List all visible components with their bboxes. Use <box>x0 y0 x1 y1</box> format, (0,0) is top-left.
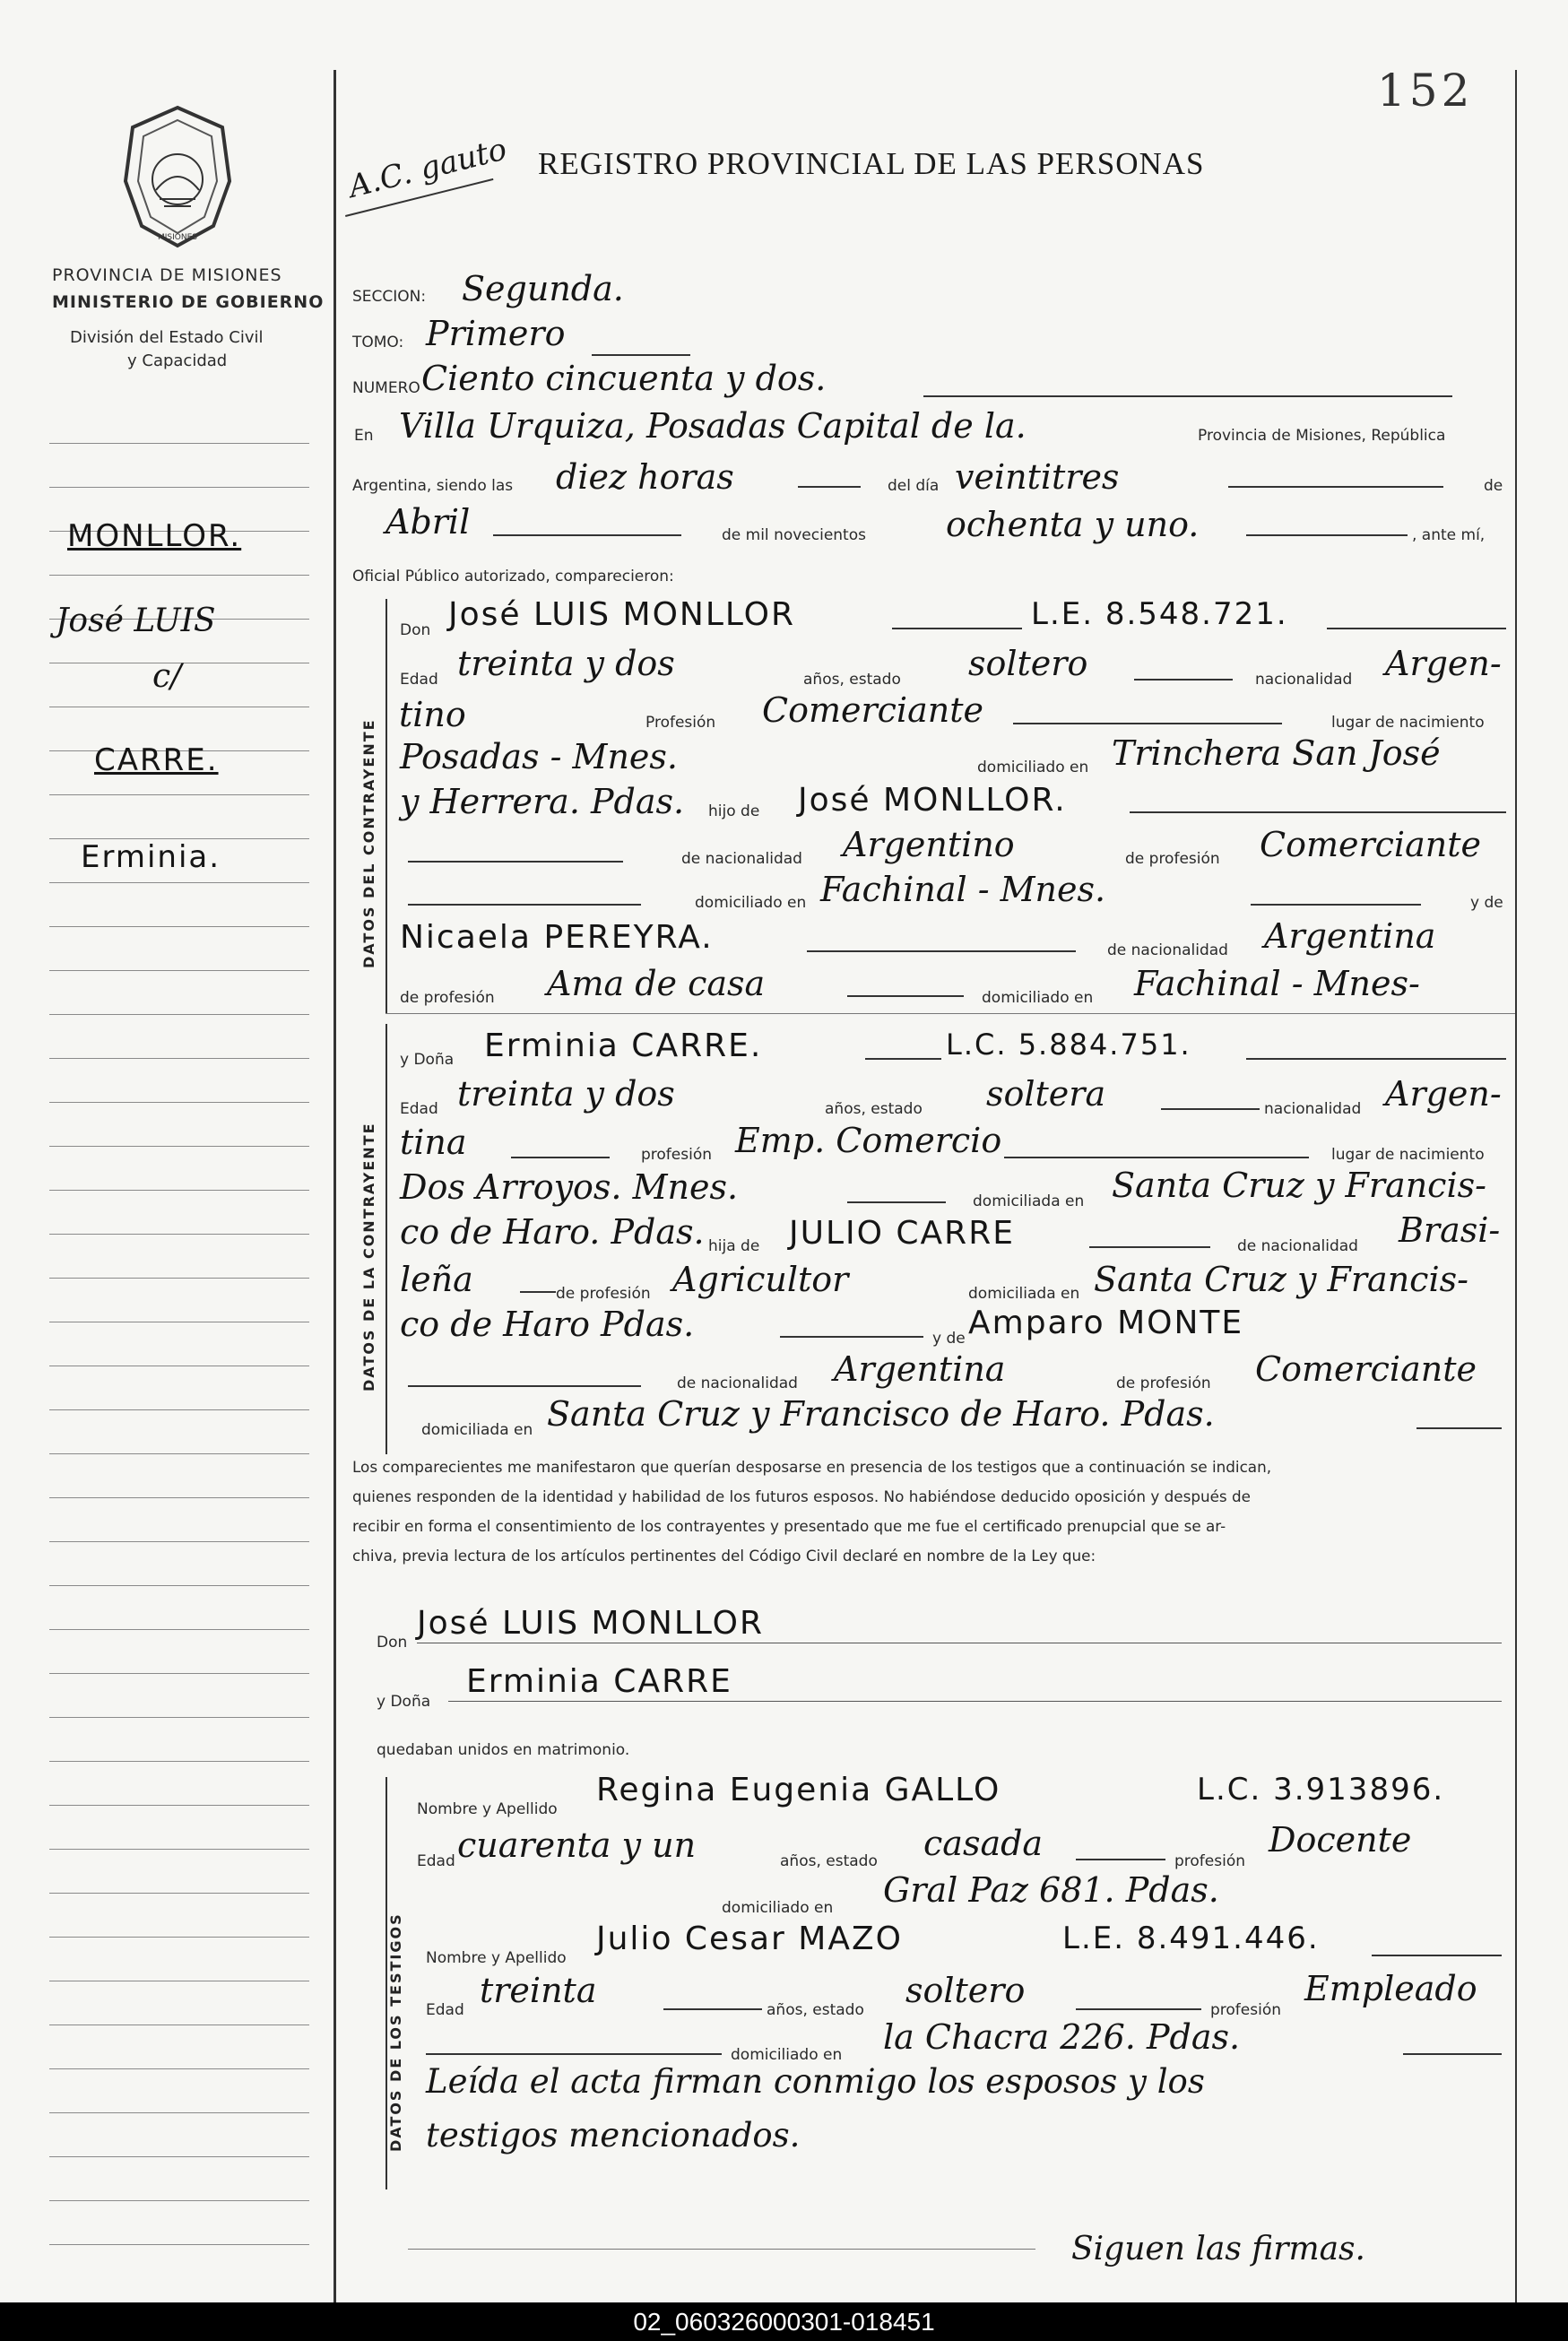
novio-profesion: Comerciante <box>762 690 983 730</box>
padre-novio-profesion: Comerciante <box>1260 825 1481 864</box>
field-line <box>1089 1246 1210 1248</box>
novia-domicilio-1: Santa Cruz y Francis- <box>1112 1166 1486 1205</box>
madre-novio-nacionalidad: Argentina <box>1264 916 1436 956</box>
oficial-label: Oficial Público autorizado, comparecieron: <box>352 568 674 585</box>
field-line <box>1161 1108 1260 1110</box>
de-nacionalidad-label-4: de nacionalidad <box>677 1374 798 1392</box>
padre-novia-profesion: Agricultor <box>672 1260 849 1299</box>
testigo2-documento: L.E. 8.491.446. <box>1062 1920 1320 1956</box>
domiciliada-label: domiciliada en <box>973 1192 1085 1210</box>
madre-novia: Amparo MONTE <box>968 1305 1244 1341</box>
padre-novio: José MONLLOR. <box>798 782 1067 819</box>
novia-nombre: Erminia CARRE. <box>484 1027 763 1064</box>
domiciliado-label-3: domiciliado en <box>982 989 1094 1007</box>
margin-rule <box>49 1278 309 1279</box>
field-line <box>426 2053 722 2055</box>
margin-conjunction: c/ <box>152 658 182 695</box>
field-line <box>865 1058 941 1060</box>
nacionalidad-label-2: nacionalidad <box>1264 1100 1362 1118</box>
label-datos-testigos: DATOS DE LOS TESTIGOS <box>387 1912 404 2152</box>
novio-domicilio-1: Trinchera San José <box>1112 733 1441 773</box>
lugar-value: Villa Urquiza, Posadas Capital de la. <box>399 406 1027 446</box>
dia-value: veintitres <box>955 457 1120 497</box>
stamp: A.C. gauto <box>345 131 511 205</box>
field-line <box>408 904 641 906</box>
anos-estado-label: años, estado <box>803 671 901 689</box>
testigo2-profesion: Empleado <box>1304 1969 1477 2008</box>
nombre-apellido-label: Nombre y Apellido <box>417 1800 558 1818</box>
provincial-seal <box>115 100 240 253</box>
novia-nacionalidad-1: Argen- <box>1385 1074 1502 1114</box>
field-line <box>1076 1859 1165 1860</box>
margin-rule <box>49 487 309 488</box>
testigo1-estado: casada <box>923 1824 1044 1863</box>
block-border <box>386 599 387 1013</box>
province-name: PROVINCIA DE MISIONES <box>52 265 282 285</box>
block-border <box>386 1024 387 1454</box>
novia-estado: soltera <box>986 1074 1106 1114</box>
field-line <box>408 861 623 863</box>
novia-domicilio-2: co de Haro. Pdas. <box>400 1212 705 1252</box>
padre-novia: JULIO CARRE <box>789 1215 1015 1252</box>
field-line <box>511 1157 610 1158</box>
novia-profesion: Emp. Comercio <box>735 1121 1002 1160</box>
edad-label-w1: Edad <box>417 1852 455 1870</box>
de-nacionalidad-label-2: de nacionalidad <box>1107 941 1228 959</box>
siguen-las-firmas: Siguen las firmas. <box>1071 2231 1365 2267</box>
margin-rule <box>49 1585 309 1586</box>
novio-nacionalidad-2: tino <box>399 695 466 734</box>
block-border <box>386 1013 1515 1014</box>
closing-line-2: testigos mencionados. <box>426 2116 801 2155</box>
don-label: Don <box>400 621 431 639</box>
main-left-border <box>334 70 336 2302</box>
seccion-label: SECCION: <box>352 288 427 306</box>
madre-novio-domicilio: Fachinal - Mnes- <box>1134 964 1420 1003</box>
field-line <box>1130 811 1506 813</box>
margin-rule <box>49 1058 309 1059</box>
header-title: REGISTRO PROVINCIAL DE LAS PERSONAS <box>538 146 1205 181</box>
numero-value: Ciento cincuenta y dos. <box>421 359 827 398</box>
de-nacionalidad-label-3: de nacionalidad <box>1237 1237 1358 1255</box>
margin-rule <box>49 1849 309 1850</box>
lugar-nac-label: lugar de nacimiento <box>1331 714 1485 732</box>
nacionalidad-label: nacionalidad <box>1255 671 1353 689</box>
label-datos-contrayente: DATOS DEL CONTRAYENTE <box>360 718 377 968</box>
margin-rule <box>49 1014 309 1015</box>
field-line <box>1246 1058 1506 1060</box>
lugar-nac-label-2: lugar de nacimiento <box>1331 1146 1485 1164</box>
field-line <box>798 486 861 488</box>
field-line <box>1416 1427 1502 1429</box>
margin-rule <box>49 1937 309 1938</box>
margin-rule <box>49 970 309 971</box>
testigo1-domicilio: Gral Paz 681. Pdas. <box>883 1870 1219 1910</box>
padre-novia-nacionalidad-1: Brasi- <box>1399 1210 1501 1250</box>
novia-nacionalidad-2: tina <box>400 1123 467 1162</box>
anos-estado-label-w2: años, estado <box>767 2001 864 2019</box>
field-line <box>892 628 1022 629</box>
margin-rule <box>49 2200 309 2201</box>
domiciliada-label-2: domiciliada en <box>968 1285 1080 1303</box>
page-number: 152 <box>1377 65 1474 117</box>
y-de-label-2: y de <box>932 1330 966 1348</box>
domiciliada-label-3: domiciliada en <box>421 1421 533 1439</box>
novia-lugar-nac: Dos Arroyos. Mnes. <box>400 1167 739 1207</box>
tomo-value: Primero <box>426 314 566 353</box>
domiciliado-label-w1: domiciliado en <box>722 1899 834 1917</box>
field-line <box>448 1701 1502 1702</box>
de-profesion-label-4: de profesión <box>1116 1374 1211 1392</box>
de-profesion-label-2: de profesión <box>400 989 495 1007</box>
de-nacionalidad-label: de nacionalidad <box>681 850 802 868</box>
margin-rule <box>49 1234 309 1235</box>
margin-rule <box>49 443 309 444</box>
madre-novia-nacionalidad: Argentina <box>834 1349 1006 1389</box>
paragraph-line-1: Los comparecientes me manifestaron que querían desposarse en presencia de los testigos que a continuación se indican, <box>352 1458 1272 1476</box>
anos-estado-label-w1: años, estado <box>780 1852 878 1870</box>
testigo1-profesion: Docente <box>1269 1820 1412 1860</box>
field-line <box>1246 534 1408 536</box>
hora-value: diez horas <box>556 457 734 497</box>
madre-novio: Nicaela PEREYRA. <box>400 919 714 956</box>
field-line <box>1013 723 1282 724</box>
margin-rule <box>49 1717 309 1718</box>
madre-novia-profesion: Comerciante <box>1255 1349 1477 1389</box>
en-label: En <box>354 427 374 445</box>
de-profesion-label-3: de profesión <box>556 1285 651 1303</box>
margin-rule <box>49 1805 309 1806</box>
y-dona-label: y Doña <box>400 1051 455 1069</box>
margin-given-2: Erminia. <box>81 839 221 875</box>
field-line <box>1134 679 1233 681</box>
field-line <box>780 1336 923 1338</box>
paragraph-line-2: quienes responden de la identidad y habilidad de los futuros esposos. No habiéndose deducido oposición y después de <box>352 1487 1251 1505</box>
field-line <box>1251 904 1421 906</box>
testigo1-edad: cuarenta y un <box>457 1825 697 1865</box>
novio-edad: treinta y dos <box>457 644 675 683</box>
domiciliado-label: domiciliado en <box>977 759 1089 776</box>
margin-rule <box>49 794 309 795</box>
margin-rule <box>49 1761 309 1762</box>
paragraph-line-4: chiva, previa lectura de los artículos pertinentes del Código Civil declaré en nombre de la Ley que: <box>352 1547 1096 1565</box>
novio-nacionalidad-1: Argen- <box>1385 644 1502 683</box>
field-line <box>1076 2008 1201 2010</box>
de-label: de <box>1484 477 1503 495</box>
y-de-label: y de <box>1470 894 1503 912</box>
footer-bar <box>0 2302 1568 2341</box>
margin-rule <box>49 1541 309 1542</box>
field-line <box>847 1201 946 1203</box>
margin-rule <box>49 2068 309 2069</box>
tomo-label: TOMO: <box>352 334 404 351</box>
margin-rule <box>49 1497 309 1498</box>
testigo2-nombre: Julio Cesar MAZO <box>596 1920 903 1957</box>
margin-rule <box>49 1893 309 1894</box>
margin-rule <box>49 2156 309 2157</box>
margin-surname-2: CARRE. <box>94 742 219 778</box>
margin-given-1: José LUIS <box>56 603 216 639</box>
edad-label-2: Edad <box>400 1100 438 1118</box>
novio-domicilio-2: y Herrera. Pdas. <box>400 782 685 821</box>
margin-rule <box>49 1102 309 1103</box>
margin-rule <box>49 1409 309 1410</box>
de-mil-label: de mil novecientos <box>722 526 866 544</box>
hijo-de-label: hijo de <box>708 802 760 820</box>
division-line-2: y Capacidad <box>127 351 228 370</box>
field-line <box>408 2249 1035 2250</box>
footer-id: 02_060326000301-018451 <box>633 2308 935 2336</box>
margin-rule <box>49 575 309 576</box>
field-line <box>520 1291 556 1293</box>
padre-novia-nacionalidad-2: leña <box>400 1260 473 1299</box>
esposo-nombre: José LUIS MONLLOR <box>417 1605 765 1642</box>
margin-rule <box>49 926 309 927</box>
closing-line-1: Leída el acta firman conmigo los esposos y los <box>426 2062 1205 2101</box>
testigo2-estado: soltero <box>905 1971 1026 2010</box>
field-line <box>1004 1157 1309 1158</box>
field-line <box>1372 1955 1502 1956</box>
margin-rule <box>49 2112 309 2113</box>
label-datos-contrayente-2: DATOS DE LA CONTRAYENTE <box>360 1122 377 1392</box>
profesion-label-2: profesión <box>641 1146 713 1164</box>
provincia-label: Provincia de Misiones, República <box>1198 427 1446 445</box>
esposa-nombre: Erminia CARRE <box>466 1663 732 1700</box>
field-line <box>592 354 690 356</box>
ante-mi-label: , ante mí, <box>1412 526 1486 544</box>
ministry-name: MINISTERIO DE GOBIERNO <box>52 292 325 312</box>
seccion-value: Segunda. <box>462 269 624 308</box>
hija-de-label: hija de <box>708 1237 760 1255</box>
don-label-2: Don <box>377 1634 408 1652</box>
margin-rule <box>49 2244 309 2245</box>
numero-label: NUMERO <box>352 379 420 397</box>
mes-value: Abril <box>386 502 471 542</box>
field-line <box>807 950 1076 952</box>
field-line <box>1228 486 1443 488</box>
argentina-label: Argentina, siendo las <box>352 477 514 495</box>
margin-rule <box>49 1146 309 1147</box>
anos-estado-label-2: años, estado <box>825 1100 923 1118</box>
madre-novio-profesion: Ama de casa <box>547 964 766 1003</box>
testigo1-documento: L.C. 3.913896. <box>1197 1772 1445 1808</box>
y-dona-label-2: y Doña <box>377 1693 431 1711</box>
anio-value: ochenta y uno. <box>946 505 1200 544</box>
domiciliado-label-w2: domiciliado en <box>731 2046 843 2064</box>
de-profesion-label: de profesión <box>1125 850 1220 868</box>
field-line <box>493 534 681 536</box>
main-right-border <box>1515 70 1517 2302</box>
margin-surname-1: MONLLOR. <box>67 518 242 554</box>
padre-novio-domicilio: Fachinal - Mnes. <box>820 870 1106 909</box>
field-line <box>663 2008 762 2010</box>
margin-rule <box>49 1190 309 1191</box>
profesion-label-w2: profesión <box>1210 2001 1282 2019</box>
seal-text: MISIONES <box>158 233 198 242</box>
paragraph-line-3: recibir en forma el consentimiento de los contrayentes y presentado que me fue el certificado prenupcial que se ar- <box>352 1517 1226 1535</box>
field-line <box>408 1385 641 1387</box>
margin-rule <box>49 882 309 883</box>
padre-novia-domicilio-1: Santa Cruz y Francis- <box>1094 1260 1468 1299</box>
margin-rule <box>49 1453 309 1454</box>
testigo2-edad: treinta <box>480 1971 597 2010</box>
margin-rule <box>49 1629 309 1630</box>
margin-rule <box>49 1673 309 1674</box>
domiciliado-label-2: domiciliado en <box>695 894 807 912</box>
field-line <box>1403 2053 1502 2055</box>
division-line-1: División del Estado Civil <box>70 328 264 347</box>
field-line <box>923 395 1452 397</box>
profesion-label: Profesión <box>645 714 716 732</box>
novia-edad: treinta y dos <box>457 1074 675 1114</box>
nombre-apellido-label-2: Nombre y Apellido <box>426 1949 567 1967</box>
padre-novia-domicilio-2: co de Haro Pdas. <box>400 1305 695 1344</box>
testigo1-nombre: Regina Eugenia GALLO <box>596 1772 1001 1808</box>
quedaban-label: quedaban unidos en matrimonio. <box>377 1741 630 1759</box>
novio-lugar-nac: Posadas - Mnes. <box>400 737 678 776</box>
testigo2-domicilio: la Chacra 226. Pdas. <box>883 2017 1241 2057</box>
novio-estado: soltero <box>968 644 1088 683</box>
novio-documento: L.E. 8.548.721. <box>1031 596 1288 632</box>
edad-label-w2: Edad <box>426 2001 464 2019</box>
novio-nombre: José LUIS MONLLOR <box>448 596 796 633</box>
del-dia-label: del día <box>888 477 940 495</box>
field-line <box>1327 628 1506 629</box>
edad-label: Edad <box>400 671 438 689</box>
padre-novio-nacionalidad: Argentino <box>843 825 1015 864</box>
field-line <box>847 995 964 997</box>
madre-novia-domicilio: Santa Cruz y Francisco de Haro. Pdas. <box>547 1394 1215 1434</box>
novia-documento: L.C. 5.884.751. <box>946 1027 1191 1062</box>
profesion-label-w1: profesión <box>1174 1852 1246 1870</box>
